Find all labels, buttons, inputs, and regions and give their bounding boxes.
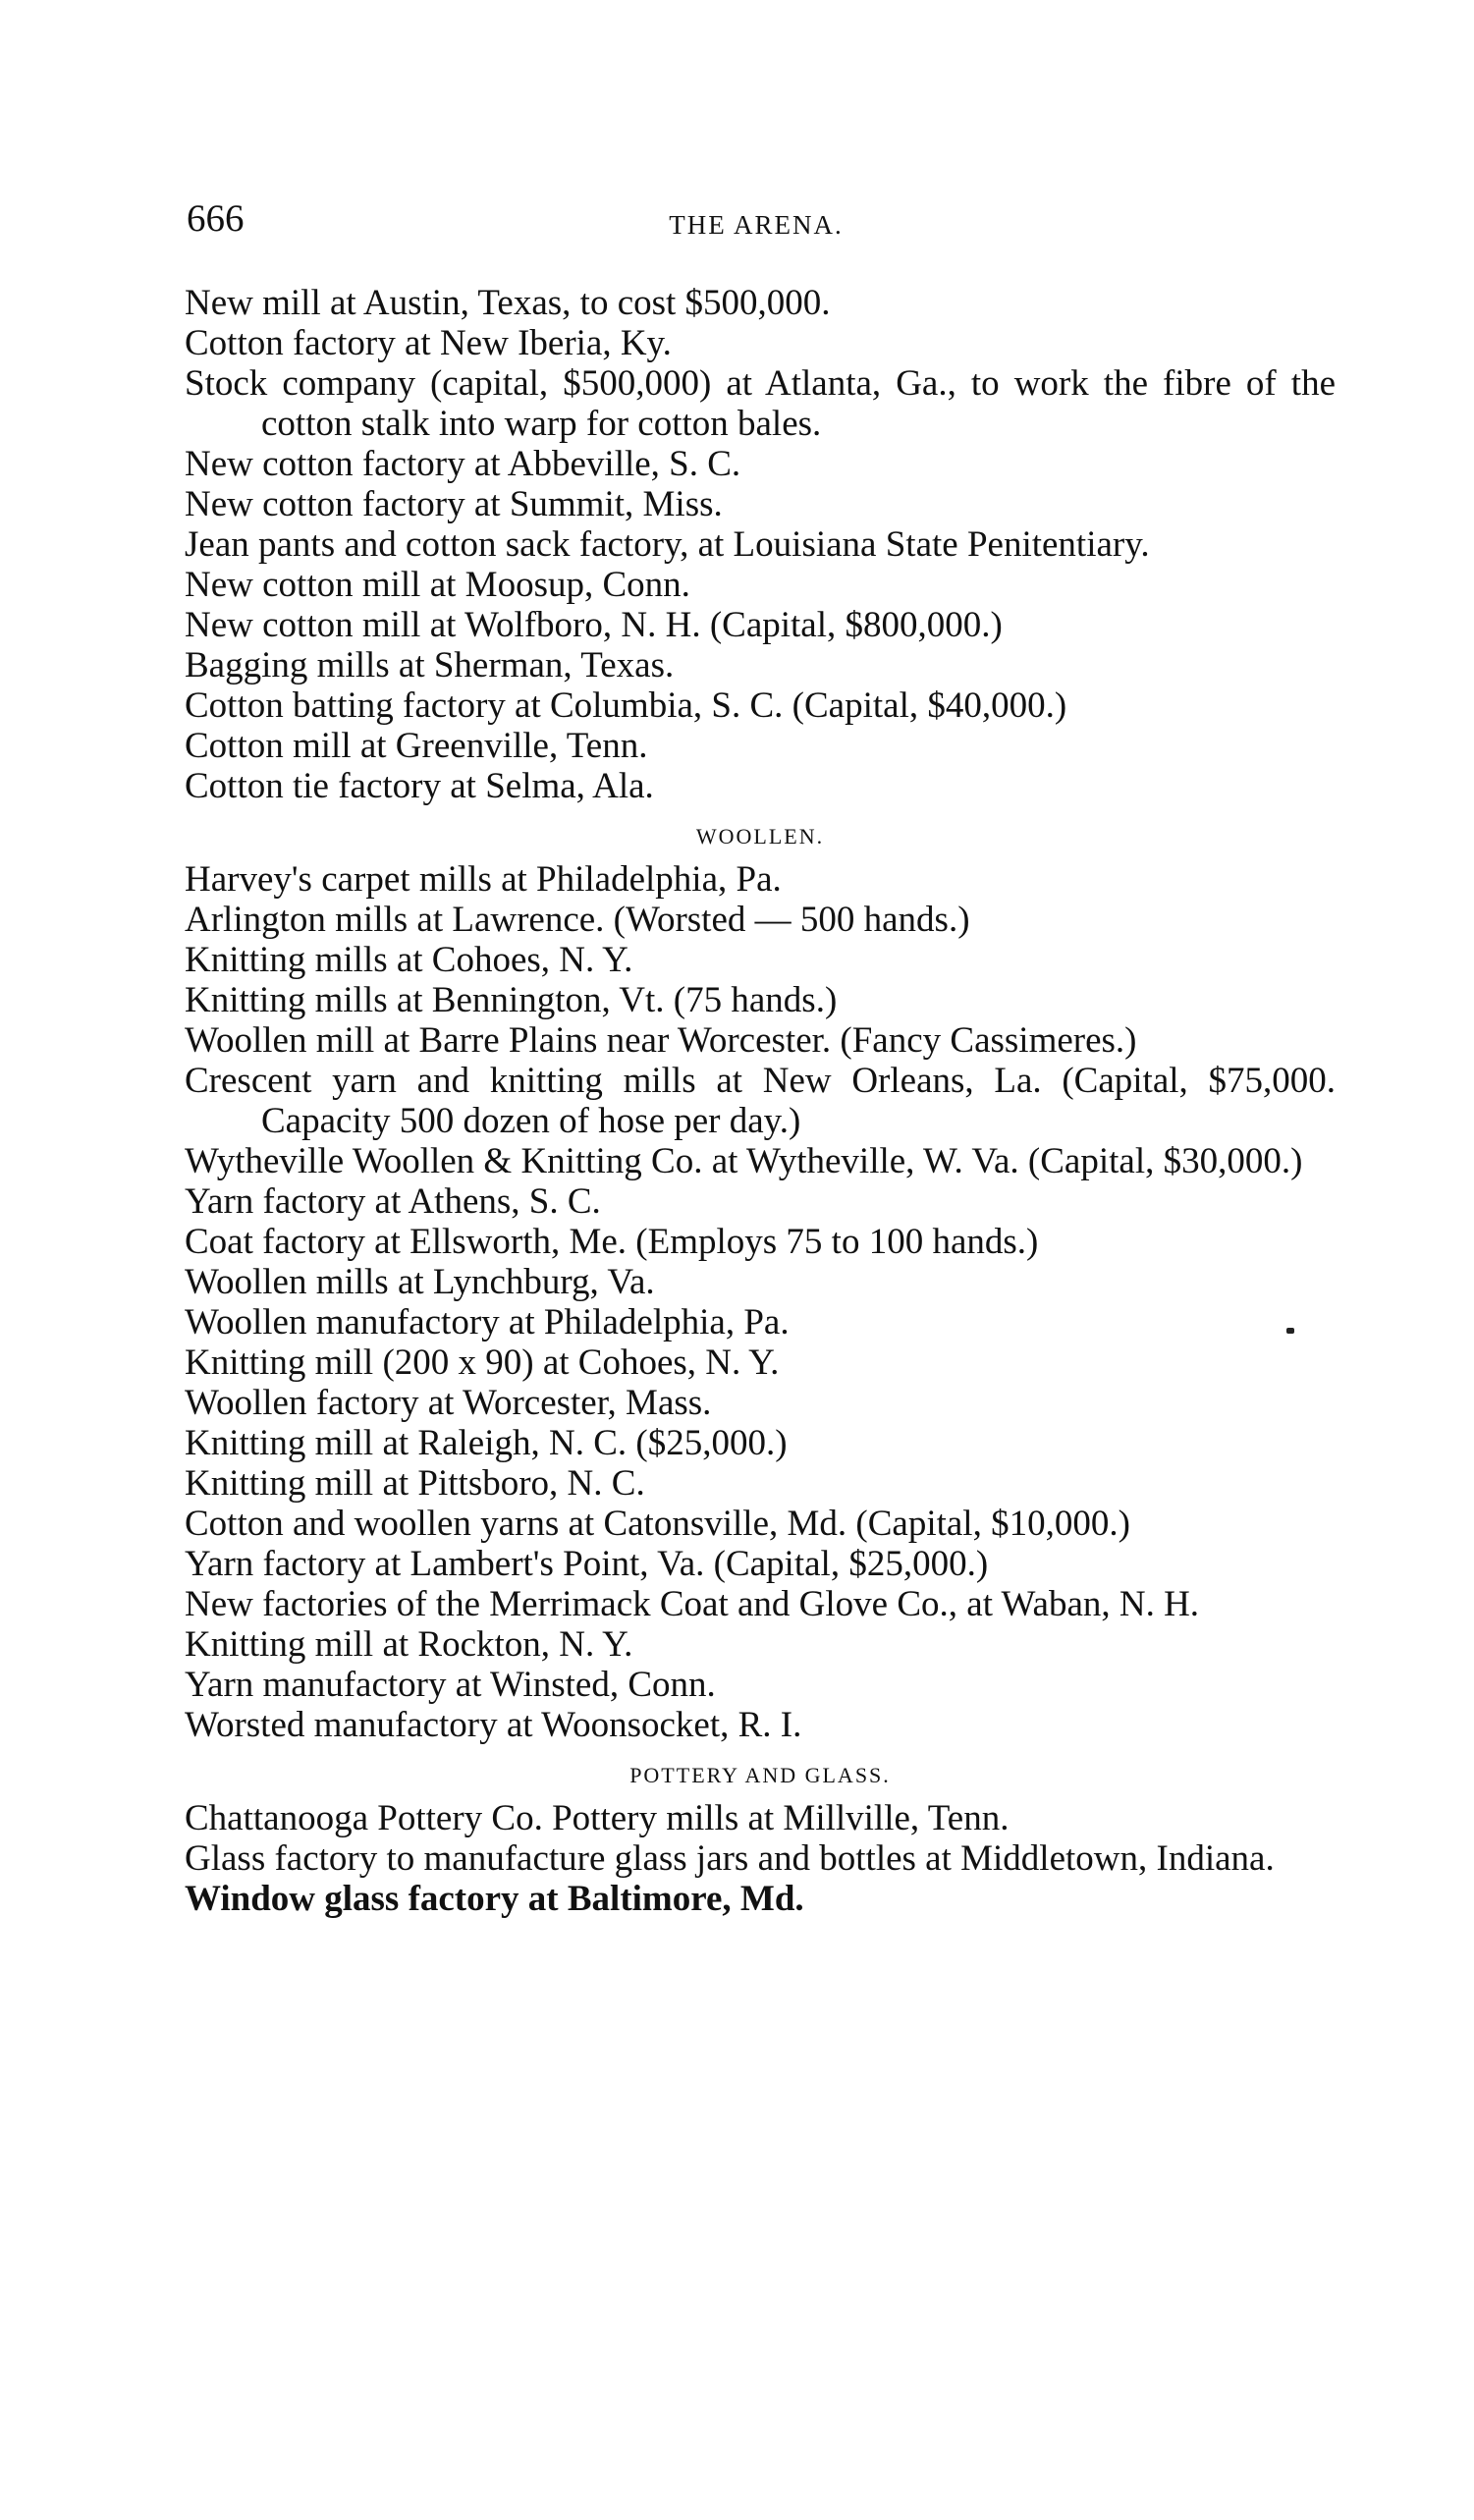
section-heading: POTTERY AND GLASS.	[629, 1763, 891, 1787]
list-item: New mill at Austin, Texas, to cost $500,000.	[185, 283, 831, 323]
list-item: Yarn factory at Athens, S. C.	[185, 1181, 601, 1222]
list-item: Knitting mill (200 x 90) at Cohoes, N. Y.	[185, 1342, 780, 1383]
list-item: Knitting mill at Pittsboro, N. C.	[185, 1463, 645, 1504]
section-heading: WOOLLEN.	[695, 824, 825, 849]
list-item: Yarn manufactory at Winsted, Conn.	[185, 1665, 716, 1705]
list-item: Wytheville Woollen & Knitting Co. at Wytheville, W. Va. (Capital, $30,000.)	[185, 1141, 1303, 1181]
list-item: Crescent yarn and knitting mills at New Orleans, La. (Capital, $75,000. Capacity 500 dozen of hose per day.)	[185, 1061, 1336, 1141]
list-item: Woollen mill at Barre Plains near Worcester. (Fancy Cassimeres.)	[185, 1020, 1137, 1061]
page-number: 666	[187, 197, 245, 240]
list-item: Cotton tie factory at Selma, Ala.	[185, 766, 654, 806]
list-item: Knitting mill at Raleigh, N. C. ($25,000.)	[185, 1423, 788, 1463]
list-item: New cotton mill at Moosup, Conn.	[185, 565, 690, 605]
list-item: Cotton factory at New Iberia, Ky.	[185, 323, 672, 363]
list-item: New factories of the Merrimack Coat and Glove Co., at Waban, N. H.	[185, 1584, 1200, 1624]
list-item: Harvey's carpet mills at Philadelphia, Pa.	[185, 859, 782, 900]
list-item: New cotton factory at Abbeville, S. C.	[185, 444, 741, 484]
list-item: Woollen manufactory at Philadelphia, Pa.	[185, 1302, 790, 1342]
list-item: Stock company (capital, $500,000) at Atlanta, Ga., to work the fibre of the cotton stalk into warp for cotton bales.	[185, 363, 1336, 444]
page-header	[187, 196, 1326, 255]
list-item: Jean pants and cotton sack factory, at Louisiana State Penitentiary.	[185, 524, 1150, 565]
section-pottery-and-glass	[185, 1761, 1336, 1919]
list-item: Cotton batting factory at Columbia, S. C. (Capital, $40,000.)	[185, 685, 1067, 726]
list-item: Coat factory at Ellsworth, Me. (Employs 75 to 100 hands.)	[185, 1222, 1039, 1262]
ink-speck	[1286, 1328, 1294, 1334]
list-item: New cotton mill at Wolfboro, N. H. (Capital, $800,000.)	[185, 605, 1003, 645]
section-woollen	[185, 822, 1336, 1745]
section-cotton	[185, 283, 1336, 806]
list-item: Worsted manufactory at Woonsocket, R. I.	[185, 1705, 802, 1745]
list-item: Yarn factory at Lambert's Point, Va. (Capital, $25,000.)	[185, 1544, 989, 1584]
list-item: Glass factory to manufacture glass jars and bottles at Middletown, Indiana.	[185, 1838, 1275, 1879]
list-item: Cotton mill at Greenville, Tenn.	[185, 726, 648, 766]
list-item: Knitting mills at Cohoes, N. Y.	[185, 940, 633, 980]
list-item: Cotton and woollen yarns at Catonsville, Md. (Capital, $10,000.)	[185, 1504, 1130, 1544]
list-item: Bagging mills at Sherman, Texas.	[185, 645, 675, 685]
list-item: Knitting mill at Rockton, N. Y.	[185, 1624, 633, 1665]
list-item: Woollen mills at Lynchburg, Va.	[185, 1262, 655, 1302]
list-item: New cotton factory at Summit, Miss.	[185, 484, 723, 524]
running-head: THE ARENA.	[669, 210, 844, 240]
list-item: Woollen factory at Worcester, Mass.	[185, 1383, 712, 1423]
list-item: Window glass factory at Baltimore, Md.	[185, 1879, 804, 1919]
page-content	[185, 283, 1336, 1919]
list-item: Chattanooga Pottery Co. Pottery mills at Millville, Tenn.	[185, 1798, 1010, 1838]
list-item: Arlington mills at Lawrence. (Worsted — 500 hands.)	[185, 900, 970, 940]
list-item: Knitting mills at Bennington, Vt. (75 hands.)	[185, 980, 838, 1020]
